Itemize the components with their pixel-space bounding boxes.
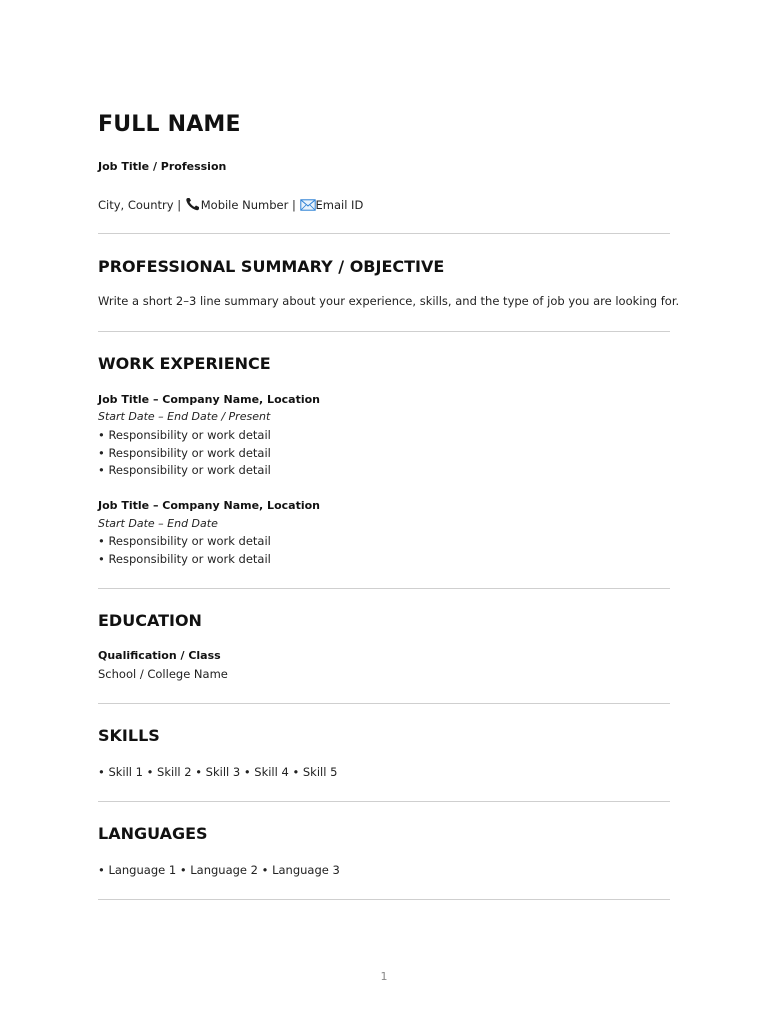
education-heading: EDUCATION bbox=[98, 611, 202, 630]
skills-heading: SKILLS bbox=[98, 726, 160, 745]
list-item: • Responsibility or work detail bbox=[98, 552, 271, 566]
experience-heading: WORK EXPERIENCE bbox=[98, 354, 271, 373]
divider bbox=[98, 588, 670, 589]
job-1-dates: Start Date – End Date / Present bbox=[98, 410, 271, 423]
job-2-title: Job Title – Company Name, Location bbox=[98, 499, 320, 512]
divider bbox=[98, 703, 670, 704]
email-icon bbox=[300, 199, 316, 214]
list-item: • Responsibility or work detail bbox=[98, 446, 271, 460]
divider bbox=[98, 899, 670, 900]
list-item: • Responsibility or work detail bbox=[98, 428, 271, 442]
summary-heading: PROFESSIONAL SUMMARY / OBJECTIVE bbox=[98, 257, 445, 276]
languages-text: • Language 1 • Language 2 • Language 3 bbox=[98, 863, 340, 877]
languages-heading: LANGUAGES bbox=[98, 824, 208, 843]
job-title: Job Title / Profession bbox=[98, 160, 227, 173]
full-name: FULL NAME bbox=[98, 112, 241, 137]
skills-text: • Skill 1 • Skill 2 • Skill 3 • Skill 4 • Skill 5 bbox=[98, 765, 338, 779]
list-item: • Responsibility or work detail bbox=[98, 463, 271, 477]
summary-text: Write a short 2–3 line summary about your experience, skills, and the type of job you are looking for. bbox=[98, 294, 680, 308]
divider bbox=[98, 801, 670, 802]
mobile-text: Mobile Number | bbox=[200, 198, 296, 212]
email-text: Email ID bbox=[315, 198, 364, 212]
qualification-text: Qualification / Class bbox=[98, 649, 221, 662]
divider bbox=[98, 233, 670, 234]
location-text: City, Country | bbox=[98, 198, 182, 212]
page-number: 1 bbox=[380, 970, 388, 983]
divider bbox=[98, 331, 670, 332]
school-text: School / College Name bbox=[98, 667, 228, 681]
job-2-dates: Start Date – End Date bbox=[98, 517, 218, 530]
job-1-title: Job Title – Company Name, Location bbox=[98, 393, 320, 406]
list-item: • Responsibility or work detail bbox=[98, 534, 271, 548]
phone-icon bbox=[185, 197, 201, 214]
contact-line bbox=[98, 197, 363, 214]
